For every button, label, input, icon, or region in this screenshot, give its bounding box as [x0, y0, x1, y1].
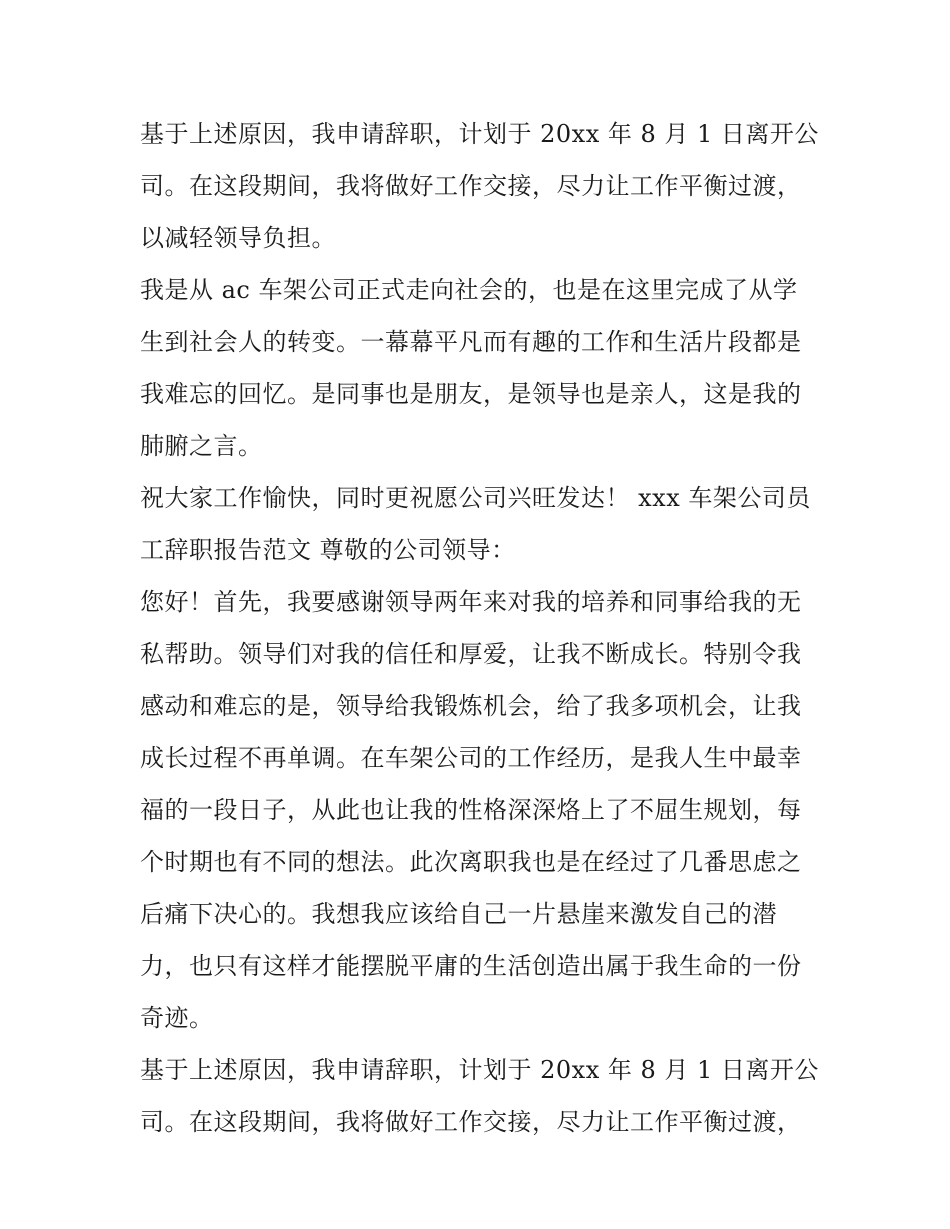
paragraph-resignation-plan — [140, 108, 820, 264]
text-line: 福的一段日子，从此也让我的性格深深烙上了不屈生规划，每 — [140, 796, 802, 824]
paragraph-memories — [140, 264, 820, 472]
paragraph-wishes-and-heading — [140, 472, 820, 576]
text-line: 生到社会人的转变。一幕幕平凡而有趣的工作和生活片段都是 — [140, 328, 802, 356]
text-line: 司。在这段期间，我将做好工作交接，尽力让工作平衡过渡， — [140, 1108, 802, 1136]
text-line: 祝大家工作愉快，同时更祝愿公司兴旺发达！ xxx 车架公司员 — [140, 484, 811, 512]
text-line: 感动和难忘的是，领导给我锻炼机会，给了我多项机会，让我 — [140, 692, 802, 720]
paragraph-gratitude — [140, 576, 820, 1044]
text-line: 私帮助。领导们对我的信任和厚爱，让我不断成长。特别令我 — [140, 640, 802, 668]
text-line: 后痛下决心的。我想我应该给自己一片悬崖来激发自己的潜 — [140, 900, 777, 928]
text-line: 我难忘的回忆。是同事也是朋友，是领导也是亲人，这是我的 — [140, 380, 802, 408]
text-line: 司。在这段期间，我将做好工作交接，尽力让工作平衡过渡， — [140, 172, 802, 200]
paragraph-resignation-plan-repeat — [140, 1044, 820, 1148]
text-line: 我是从 ac 车架公司正式走向社会的，也是在这里完成了从学 — [140, 276, 798, 304]
text-line: 力，也只有这样才能摆脱平庸的生活创造出属于我生命的一份 — [140, 952, 802, 980]
text-line: 肺腑之言。 — [140, 432, 263, 460]
text-line: 您好！首先，我要感谢领导两年来对我的培养和同事给我的无 — [140, 588, 802, 616]
text-line: 成长过程不再单调。在车架公司的工作经历，是我人生中最幸 — [140, 744, 802, 772]
text-line: 奇迹。 — [140, 1004, 214, 1032]
text-line: 以减轻领导负担。 — [140, 224, 336, 252]
document-body — [140, 108, 820, 1148]
text-line: 个时期也有不同的想法。此次离职我也是在经过了几番思虑之 — [140, 848, 802, 876]
text-line: 基于上述原因，我申请辞职，计划于 20xx 年 8 月 1 日离开公 — [140, 1056, 819, 1084]
text-line: 基于上述原因，我申请辞职，计划于 20xx 年 8 月 1 日离开公 — [140, 120, 819, 148]
text-line: 工辞职报告范文 尊敬的公司领导： — [140, 536, 516, 564]
